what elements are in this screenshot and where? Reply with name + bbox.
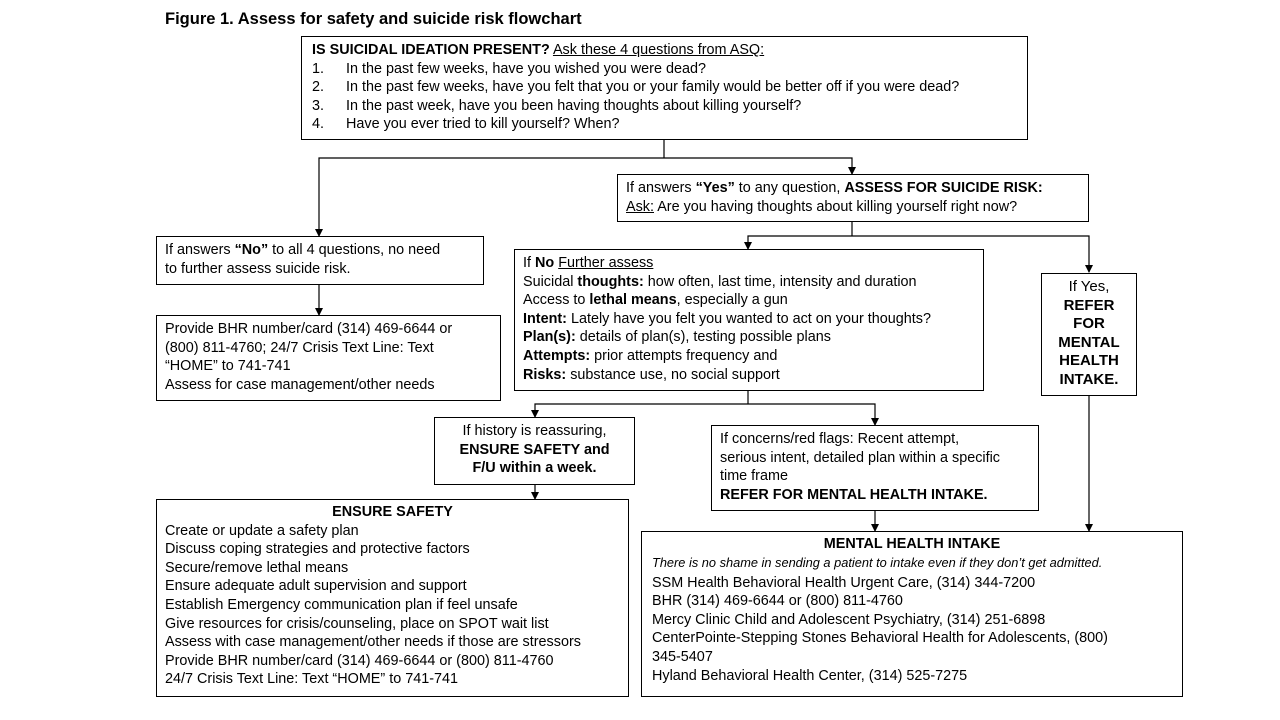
question-item: 3. In the past week, have you been having thoughts about killing yourself?: [312, 97, 802, 114]
safety-item: Establish Emergency communication plan if feel unsafe: [165, 596, 518, 613]
assess-row: Intent: Lately have you felt you wanted to act on your thoughts?: [523, 310, 931, 327]
no-answers-box: If answers “No” to all 4 questions, no need to further assess suicide risk.: [156, 236, 484, 285]
arrow-to-reassure-box: [535, 404, 748, 417]
assess-suicide-risk-label: ASSESS FOR SUICIDE RISK:: [844, 180, 1043, 196]
safety-item: Assess with case management/other needs if those are stressors: [165, 634, 581, 651]
question-item: 1. In the past few weeks, have you wished you were dead?: [312, 60, 706, 77]
arrow-to-further-box: [748, 236, 852, 249]
arrow-to-yes-box: [664, 158, 852, 174]
assess-row: Plan(s): details of plan(s), testing possible plans: [523, 329, 831, 346]
question-item: 2. In the past few weeks, have you felt that you or your family would be better off if you were dead?: [312, 79, 960, 96]
intake-item: SSM Health Behavioral Health Urgent Care, (314) 344-7200: [652, 574, 1036, 591]
questions-subheading: Ask these 4 questions from ASQ:: [552, 42, 765, 58]
concerns-red-flags-box: If concerns/red flags: Recent attempt, serious intent, detailed plan within a specific time frame REFER FOR MENTAL HEALTH INTAKE.: [711, 425, 1039, 511]
assess-row: Risks: substance use, no social support: [523, 366, 780, 383]
safety-item: 24/7 Crisis Text Line: Text “HOME” to 741-741: [165, 671, 459, 688]
refer-mental-health-box: If Yes, REFER FOR MENTAL HEALTH INTAKE.: [1041, 273, 1137, 396]
intake-heading: MENTAL HEALTH INTAKE: [823, 536, 1001, 552]
intake-item: Mercy Clinic Child and Adolescent Psychiatry, (314) 251-6898: [652, 611, 1046, 628]
arrow-to-no-box: [319, 158, 664, 236]
ensure-safety-box: [156, 499, 629, 697]
figure-title: Figure 1. Assess for safety and suicide risk flowchart: [165, 10, 582, 28]
intake-item: BHR (314) 469-6644 or (800) 811-4760: [652, 593, 903, 610]
yes-assess-risk-box: If answers “Yes” to any question, ASSESS FOR SUICIDE RISK: Ask: Are you having thoughts about killing yourself right now?: [617, 174, 1089, 222]
suicidal-ideation-questions-box: [301, 36, 1028, 140]
safety-item: Discuss coping strategies and protective factors: [165, 541, 470, 558]
safety-item: Provide BHR number/card (314) 469-6644 or (800) 811-4760: [165, 652, 554, 669]
safety-item: Ensure adequate adult supervision and support: [165, 578, 467, 595]
assess-row: Suicidal thoughts: how often, last time, intensity and duration: [523, 273, 917, 290]
ensure-safety-heading: ENSURE SAFETY: [332, 504, 453, 520]
further-assess-box: If No Further assess Suicidal thoughts: how often, last time, intensity and duration Access to lethal means, especially a gun Intent: Lately have you felt you wanted to act on your thoughts? Plan(s): details of plan(s), testing possible plans Attempts: prior attempts frequency and Risks: substance use, no social support: [514, 249, 984, 391]
assess-row: Attempts: prior attempts frequency and: [523, 347, 778, 364]
history-reassuring-box: If history is reassuring, ENSURE SAFETY and F/U within a week.: [434, 417, 635, 485]
safety-item: Create or update a safety plan: [165, 522, 359, 539]
question-item: 4. Have you ever tried to kill yourself? When?: [312, 116, 620, 133]
safety-item: Give resources for crisis/counseling, place on SPOT wait list: [165, 615, 549, 632]
intake-item: 345-5407: [652, 648, 713, 665]
questions-heading: IS SUICIDAL IDEATION PRESENT?: [312, 42, 550, 58]
intake-note: There is no shame in sending a patient to intake even if they don’t get admitted.: [652, 554, 1103, 570]
assess-row: Access to lethal means, especially a gun: [523, 292, 788, 309]
intake-item: CenterPointe-Stepping Stones Behavioral Health for Adolescents, (800): [652, 630, 1108, 647]
arrow-to-concerns-box: [748, 404, 875, 425]
intake-item: Hyland Behavioral Health Center, (314) 525-7275: [652, 667, 968, 684]
bhr-resources-box: Provide BHR number/card (314) 469-6644 or (800) 811-4760; 24/7 Crisis Text Line: Text “HOME” to 741-741 Assess for case management/other needs: [156, 315, 501, 401]
safety-item: Secure/remove lethal means: [165, 559, 349, 576]
mental-health-intake-box: [641, 531, 1183, 697]
